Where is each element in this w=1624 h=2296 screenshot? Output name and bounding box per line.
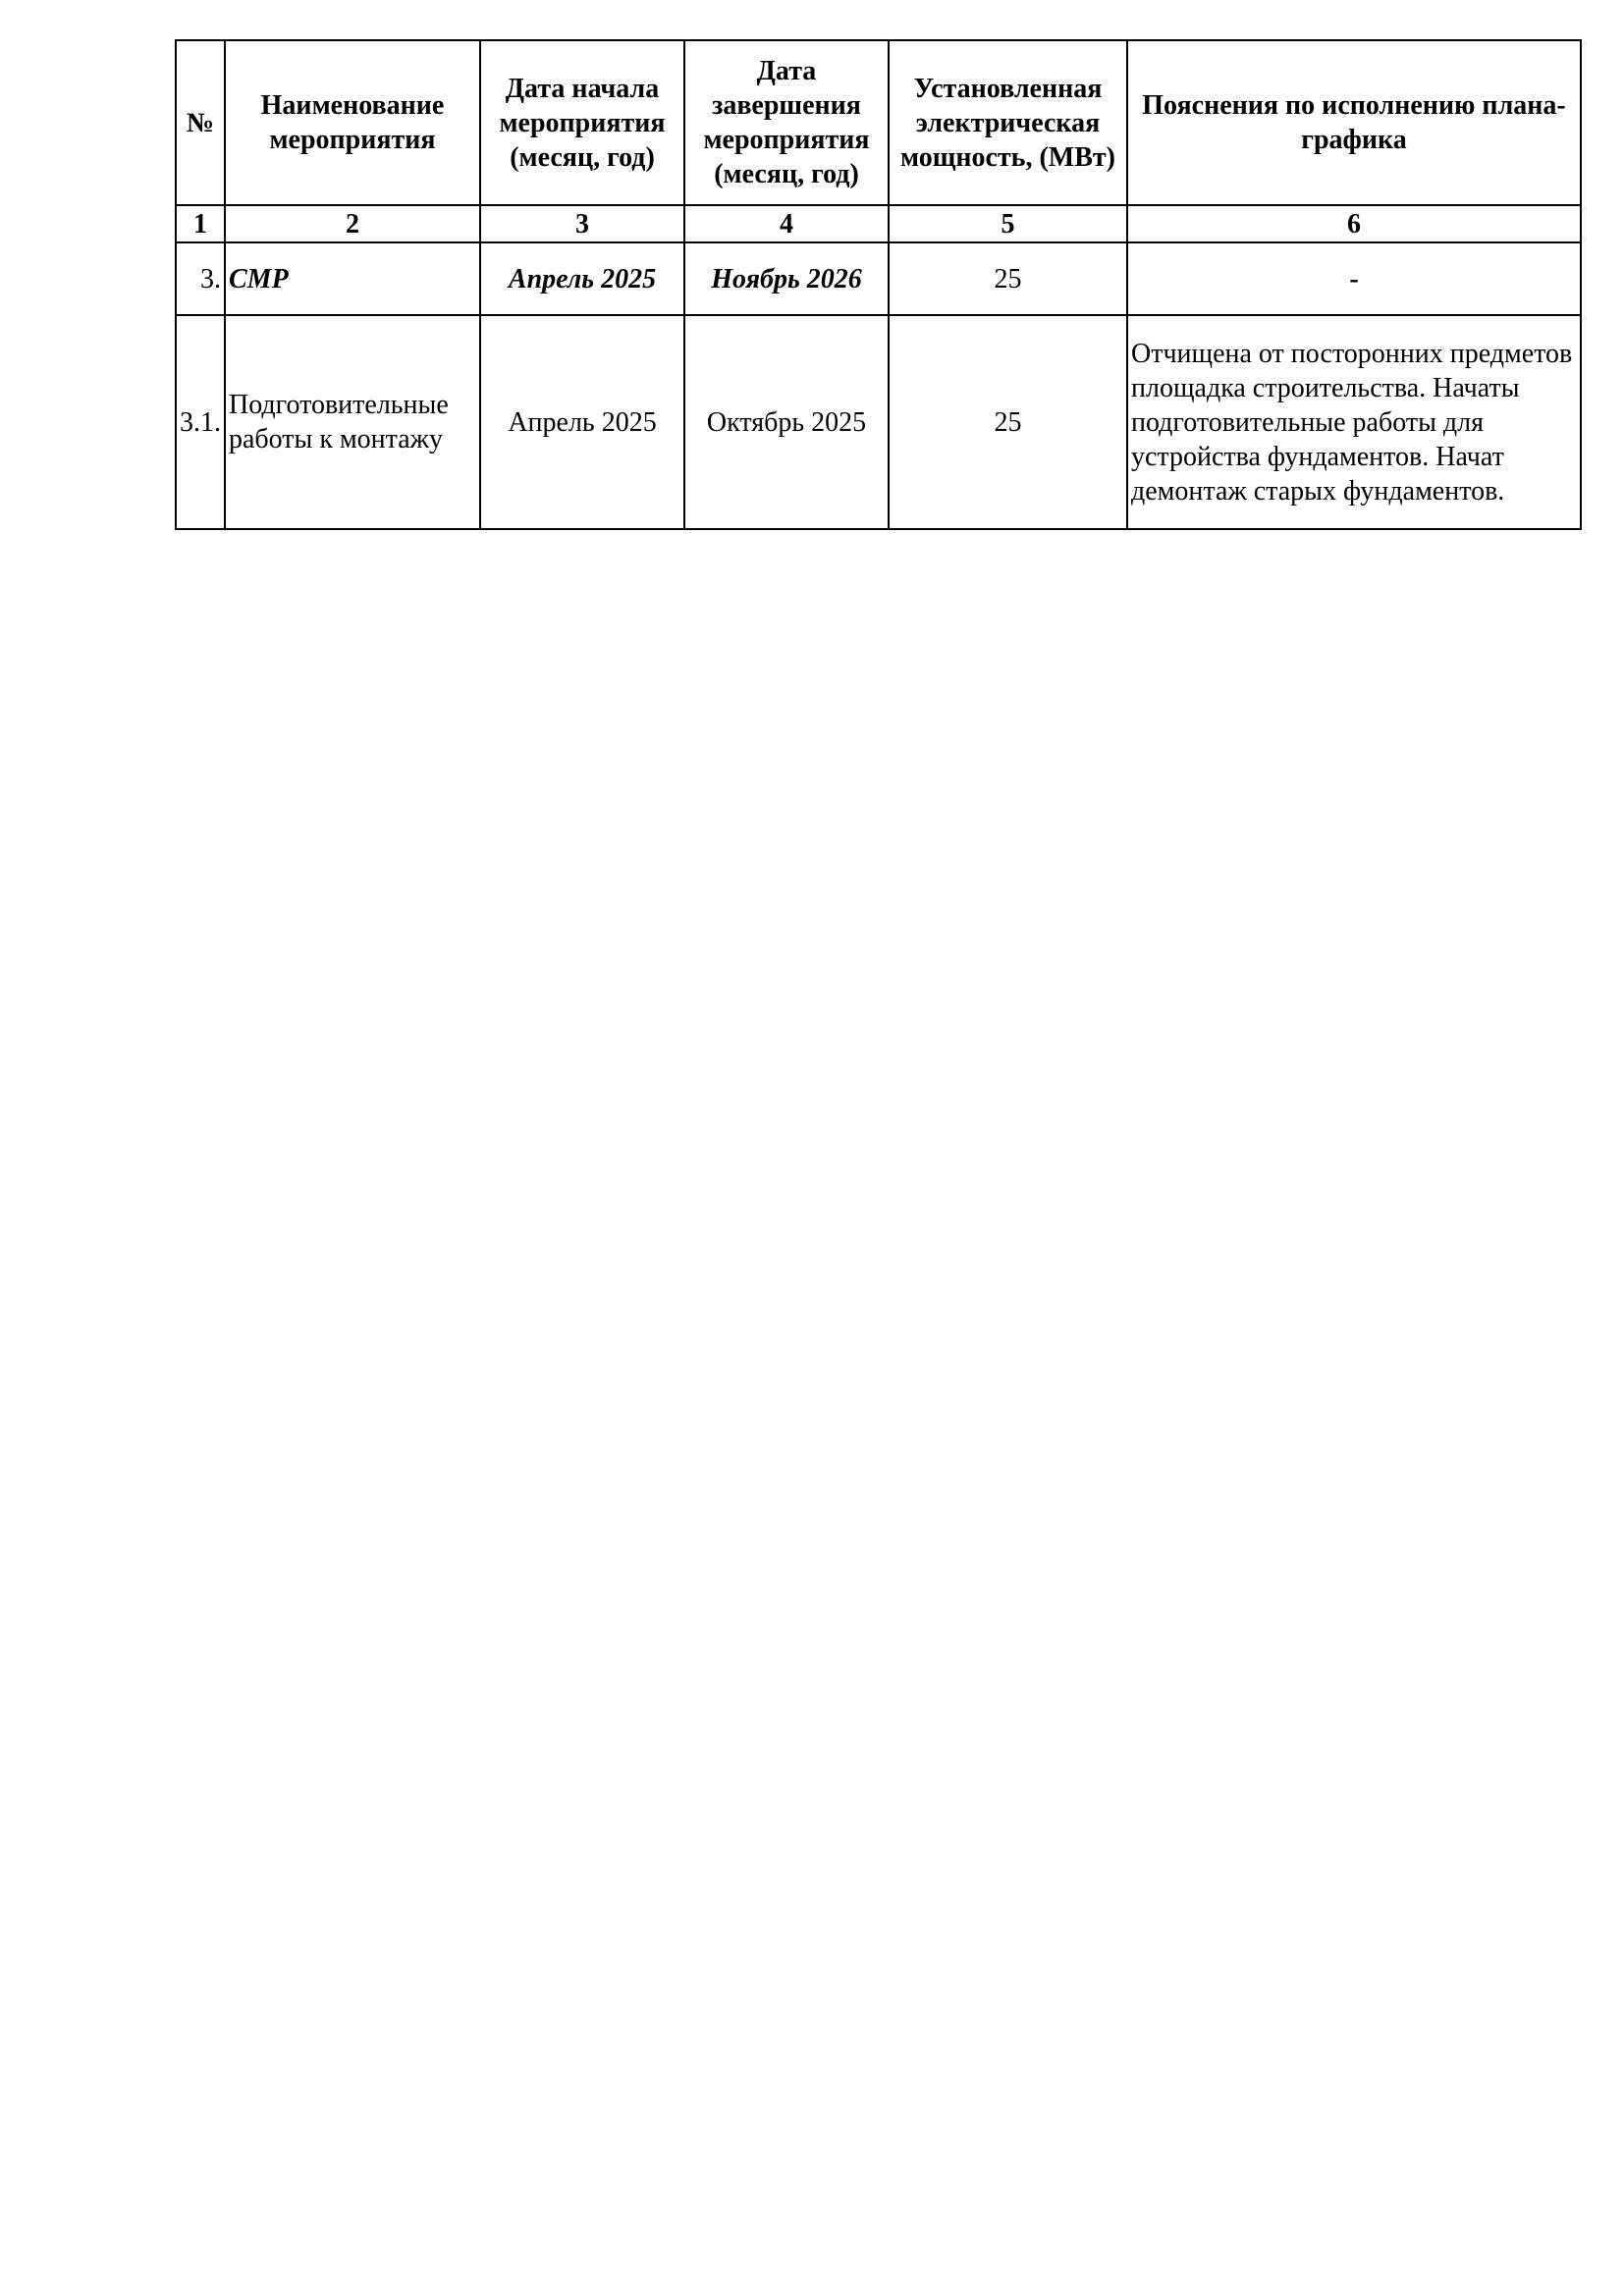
schedule-table bbox=[175, 39, 1582, 530]
row-number: 3.1. bbox=[176, 315, 225, 529]
row-start-date: Апрель 2025 bbox=[480, 315, 684, 529]
column-index: 4 bbox=[684, 205, 889, 242]
header-installed-power: Установленная электрическая мощность, (МВт) bbox=[889, 40, 1127, 205]
header-row bbox=[176, 40, 1581, 205]
column-index: 6 bbox=[1127, 205, 1581, 242]
column-index: 2 bbox=[225, 205, 480, 242]
row-installed-power: 25 bbox=[889, 242, 1127, 315]
row-start-date: Апрель 2025 bbox=[480, 242, 684, 315]
row-end-date: Ноябрь 2026 bbox=[684, 242, 889, 315]
row-event-name: СМР bbox=[225, 242, 480, 315]
row-number: 3. bbox=[176, 242, 225, 315]
header-start-date: Дата начала мероприятия (месяц, год) bbox=[480, 40, 684, 205]
row-installed-power: 25 bbox=[889, 315, 1127, 529]
column-index: 1 bbox=[176, 205, 225, 242]
column-index: 3 bbox=[480, 205, 684, 242]
table-row bbox=[176, 315, 1581, 529]
row-event-name: Подготовительные работы к монтажу bbox=[225, 315, 480, 529]
row-end-date: Октябрь 2025 bbox=[684, 315, 889, 529]
column-index: 5 bbox=[889, 205, 1127, 242]
header-explanations: Пояснения по исполнению плана-графика bbox=[1127, 40, 1581, 205]
table-row bbox=[176, 242, 1581, 315]
header-number: № bbox=[176, 40, 225, 205]
row-explanation: - bbox=[1127, 242, 1581, 315]
column-index-row bbox=[176, 205, 1581, 242]
document-sheet bbox=[175, 39, 1582, 530]
header-event-name: Наименование мероприятия bbox=[225, 40, 480, 205]
header-end-date: Дата завершения мероприятия (месяц, год) bbox=[684, 40, 889, 205]
row-explanation: Отчищена от посторонних предметов площадка строительства. Начаты подготовительные работы для устройства фундаментов. Начат демонтаж старых фундаментов. bbox=[1127, 315, 1581, 529]
